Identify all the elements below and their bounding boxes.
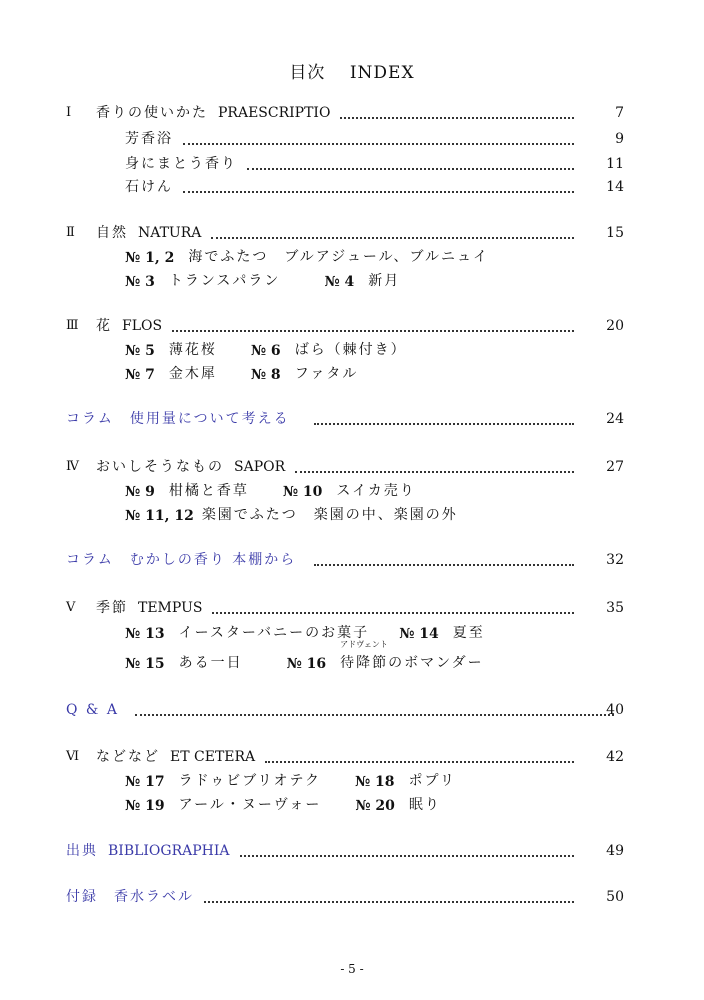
item[interactable] — [125, 270, 280, 290]
entry-label-ja: おいしそうなもの — [96, 459, 224, 475]
toc-entry-section-3[interactable] — [66, 311, 624, 335]
item-title: イースターバニーのお菓子 — [178, 625, 370, 641]
page-number: 27 — [606, 459, 624, 475]
item-title: ある一日 — [178, 655, 243, 671]
item-line — [125, 618, 529, 642]
item-title: 夏至 — [452, 625, 485, 641]
toc-entry-qa[interactable] — [66, 695, 624, 719]
entry-label-en: NATURA — [138, 225, 202, 241]
entry-label-ja: 自然 — [96, 225, 128, 241]
item-number: № 18 — [354, 774, 395, 790]
item-title: 新月 — [368, 273, 401, 289]
entry-label — [96, 748, 255, 766]
dot-leader — [340, 117, 574, 119]
page-number: 20 — [606, 318, 624, 334]
item[interactable] — [355, 794, 441, 814]
item[interactable] — [283, 480, 416, 500]
item-title: ファタル — [294, 366, 359, 382]
item[interactable] — [399, 622, 485, 642]
entry-label-en: FLOS — [122, 318, 163, 334]
entry-label-en: SAPOR — [234, 459, 286, 475]
toc-entry-sub[interactable] — [125, 149, 624, 173]
section-numeral: Ⅵ — [66, 749, 80, 764]
section-numeral: Ⅴ — [66, 600, 76, 615]
toc-entry-section-1[interactable] — [66, 98, 624, 122]
section-numeral: Ⅰ — [66, 105, 72, 120]
item-line — [125, 359, 402, 383]
entry-label: 身にまとう香り — [125, 156, 237, 172]
toc-entry-column-1[interactable] — [66, 404, 624, 428]
entry-label: 石けん — [125, 179, 173, 195]
toc-entry-column-2[interactable] — [66, 545, 624, 569]
ruby-annotated-title — [340, 640, 484, 672]
entry-label: Q & A — [66, 702, 119, 718]
item-title: 薄花桜 — [168, 342, 217, 358]
page-number: 15 — [606, 225, 624, 241]
item-number: № 13 — [125, 626, 165, 642]
entry-label — [96, 317, 162, 335]
item-number: № 14 — [399, 626, 439, 642]
entry-label: コラム 使用量について考える — [66, 411, 290, 427]
dot-leader — [314, 564, 574, 566]
page-title — [0, 58, 704, 83]
dot-leader — [172, 330, 574, 332]
ruby-text: アドヴェント — [340, 640, 388, 649]
entry-label-en: BIBLIOGRAPHIA — [108, 843, 230, 859]
entry-label: 付録 香水ラベル — [66, 889, 194, 905]
entry-label-en: PRAESCRIPTIO — [218, 105, 331, 121]
entry-label: コラム むかしの香り 本棚から — [66, 552, 297, 568]
item-title: 海でふたつ ブルアジュール、ブルニュイ — [188, 249, 489, 265]
item[interactable] — [355, 770, 456, 790]
title-ja: 目次 — [289, 63, 326, 83]
entry-label-ja: 出典 — [66, 843, 98, 859]
dot-leader — [183, 143, 574, 145]
item-number: № 3 — [125, 274, 155, 290]
item-title: トランスパラン — [168, 273, 281, 289]
item-number: № 17 — [125, 774, 165, 790]
item-title: ポプリ — [408, 773, 456, 789]
entry-label — [96, 458, 285, 476]
page-number: 40 — [606, 702, 624, 718]
section-numeral: Ⅱ — [66, 225, 75, 240]
section-numeral: Ⅳ — [66, 459, 79, 474]
item-line — [125, 500, 502, 524]
item-number: № 10 — [282, 484, 323, 500]
item-title: 柑橘と香草 — [168, 483, 249, 499]
section-numeral: Ⅲ — [66, 318, 79, 333]
entry-label — [66, 842, 230, 860]
item[interactable] — [125, 504, 458, 524]
entry-label — [96, 224, 201, 242]
item-number: № 9 — [125, 484, 155, 500]
dot-leader — [247, 168, 574, 170]
item-title: スイカ売り — [336, 483, 416, 499]
item-number: № 15 — [125, 656, 165, 672]
dot-leader — [314, 423, 574, 425]
toc-entry-bibliography[interactable] — [66, 836, 624, 860]
dot-leader — [295, 471, 574, 473]
dot-leader — [135, 714, 614, 716]
item-number: № 20 — [355, 798, 395, 814]
item-line — [125, 242, 533, 266]
item-number: № 1, 2 — [125, 250, 175, 266]
item[interactable] — [125, 246, 489, 266]
item[interactable] — [125, 480, 249, 500]
dot-leader — [240, 855, 574, 857]
item-title: 楽園でふたつ 楽園の中、楽園の外 — [201, 507, 458, 523]
item[interactable] — [286, 640, 484, 672]
toc-entry-sub[interactable] — [125, 124, 624, 148]
entry-label-en: ET CETERA — [170, 749, 256, 765]
toc-entry-sub[interactable] — [125, 172, 624, 196]
item-number: № 4 — [324, 274, 355, 290]
entry-label — [96, 104, 330, 122]
item[interactable] — [125, 363, 217, 383]
page-number: 9 — [615, 131, 624, 147]
item-number: № 8 — [250, 367, 281, 383]
item-line — [125, 640, 528, 672]
item[interactable] — [125, 652, 243, 672]
item-number: № 11, 12 — [125, 508, 194, 524]
title-en: INDEX — [349, 63, 415, 83]
entry-label: 芳香浴 — [125, 131, 173, 147]
page-number: 50 — [606, 889, 624, 905]
page-number: 14 — [606, 179, 624, 195]
dot-leader — [204, 901, 574, 903]
toc-entry-section-4[interactable] — [66, 452, 624, 476]
item[interactable] — [125, 622, 369, 642]
item-title: 眠り — [408, 797, 441, 813]
item-number: № 6 — [250, 343, 281, 359]
page-footer-number: - 5 - — [340, 962, 364, 976]
item[interactable] — [125, 770, 321, 790]
dot-leader — [211, 237, 574, 239]
item-title: アール・ヌーヴォー — [178, 797, 322, 813]
page-number: 32 — [606, 552, 624, 568]
page-number: 7 — [615, 105, 624, 121]
toc-entry-section-2[interactable] — [66, 218, 624, 242]
item-title: ばら（棘付き） — [294, 342, 407, 358]
dot-leader — [212, 612, 574, 614]
toc-entry-appendix[interactable] — [66, 882, 624, 906]
item[interactable] — [125, 339, 217, 359]
item-line — [125, 476, 460, 500]
item-number: № 19 — [125, 798, 165, 814]
entry-label-ja: 香りの使いかた — [96, 105, 208, 121]
page-number: 24 — [606, 411, 624, 427]
entry-label-ja: 花 — [96, 318, 112, 334]
item[interactable] — [251, 363, 359, 383]
item-number: № 5 — [125, 343, 155, 359]
entry-label-ja: 季節 — [96, 600, 128, 616]
item-line — [125, 790, 485, 814]
item-title: 待降節のボマンダー — [340, 655, 484, 671]
item-line — [125, 266, 444, 290]
entry-label-en: TEMPUS — [138, 600, 203, 616]
entry-label — [96, 599, 202, 617]
item[interactable] — [324, 270, 400, 290]
item[interactable] — [251, 339, 407, 359]
item-number: № 16 — [286, 656, 327, 672]
toc-entry-section-5[interactable] — [66, 593, 624, 617]
item-line — [125, 766, 500, 790]
dot-leader — [183, 191, 574, 193]
dot-leader — [265, 761, 574, 763]
item-title: ラドゥビブリオテク — [178, 773, 321, 789]
item[interactable] — [125, 794, 321, 814]
item-title: 金木犀 — [168, 366, 217, 382]
item-number: № 7 — [125, 367, 155, 383]
page-number: 42 — [606, 749, 624, 765]
page-number: 35 — [606, 600, 624, 616]
page-number: 11 — [606, 156, 624, 172]
entry-label-ja: などなど — [96, 749, 160, 765]
toc-entry-section-6[interactable] — [66, 742, 624, 766]
page-number: 49 — [606, 843, 624, 859]
item-line — [125, 335, 451, 359]
